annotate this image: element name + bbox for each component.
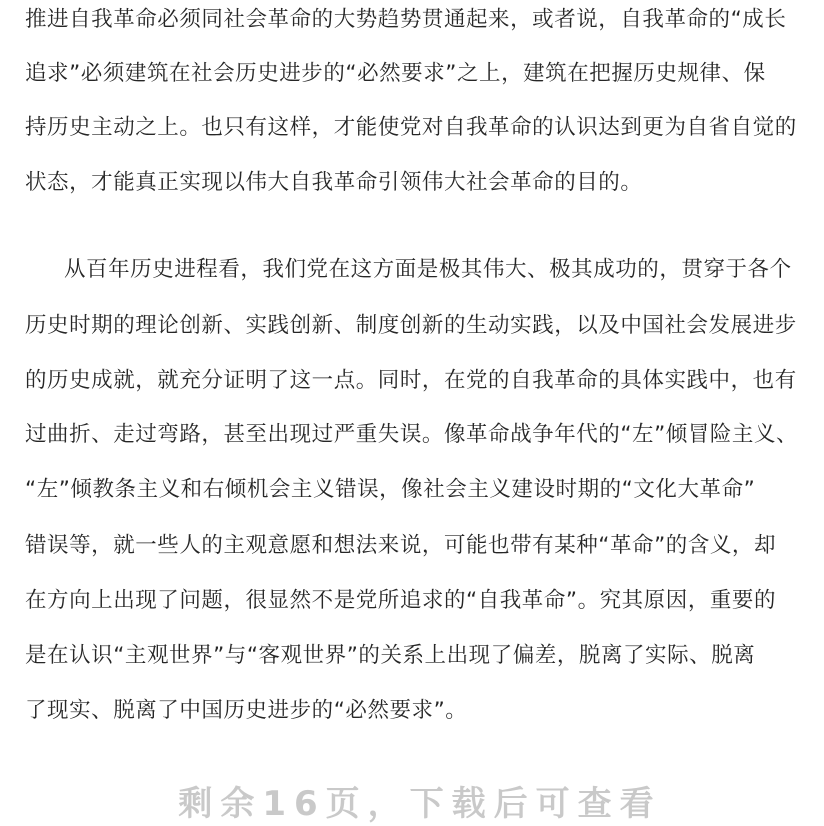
paragraph-2-line-6: 错误等，就一些人的主观意愿和想法来说，可能也带有某种“革命”的含义，却 — [25, 533, 777, 558]
paragraph-2-line-9: 了现实、脱离了中国历史进步的“必然要求”。 — [25, 698, 468, 723]
paragraph-1-line-3: 持历史主动之上。也只有这样，才能使党对自我革命的认识达到更为自省自觉的 — [25, 115, 797, 140]
paragraph-1-line-4: 状态，才能真正实现以伟大自我革命引领伟大社会革命的目的。 — [25, 170, 643, 195]
download-preview-banner[interactable]: 剩余16页，下载后可查看 — [178, 784, 662, 824]
paragraph-2-line-1: 从百年历史进程看，我们党在这方面是极其伟大、极其成功的，贯穿于各个 — [64, 257, 792, 282]
paragraph-1-line-2: 追求”必须建筑在社会历史进步的“必然要求”之上，建筑在把握历史规律、保 — [25, 61, 766, 86]
paragraph-2-line-3: 的历史成就，就充分证明了这一点。同时，在党的自我革命的具体实践中，也有 — [25, 368, 797, 393]
paragraph-2-line-4: 过曲折、走过弯路，甚至出现过严重失误。像革命战争年代的“左”倾冒险主义、 — [25, 422, 799, 447]
paragraph-2-line-8: 是在认识“主观世界”与“客观世界”的关系上出现了偏差，脱离了实际、脱离 — [25, 643, 756, 668]
paragraph-2-line-2: 历史时期的理论创新、实践创新、制度创新的生动实践，以及中国社会发展进步 — [25, 313, 797, 338]
paragraph-1-line-1: 推进自我革命必须同社会革命的大势趋势贯通起来，或者说，自我革命的“成长 — [25, 7, 787, 32]
paragraph-2-line-7: 在方向上出现了问题，很显然不是党所追求的“自我革命”。究其原因，重要的 — [25, 588, 777, 613]
paragraph-2-line-5: “左”倾教条主义和右倾机会主义错误，像社会主义建设时期的“文化大革命” — [25, 477, 756, 502]
